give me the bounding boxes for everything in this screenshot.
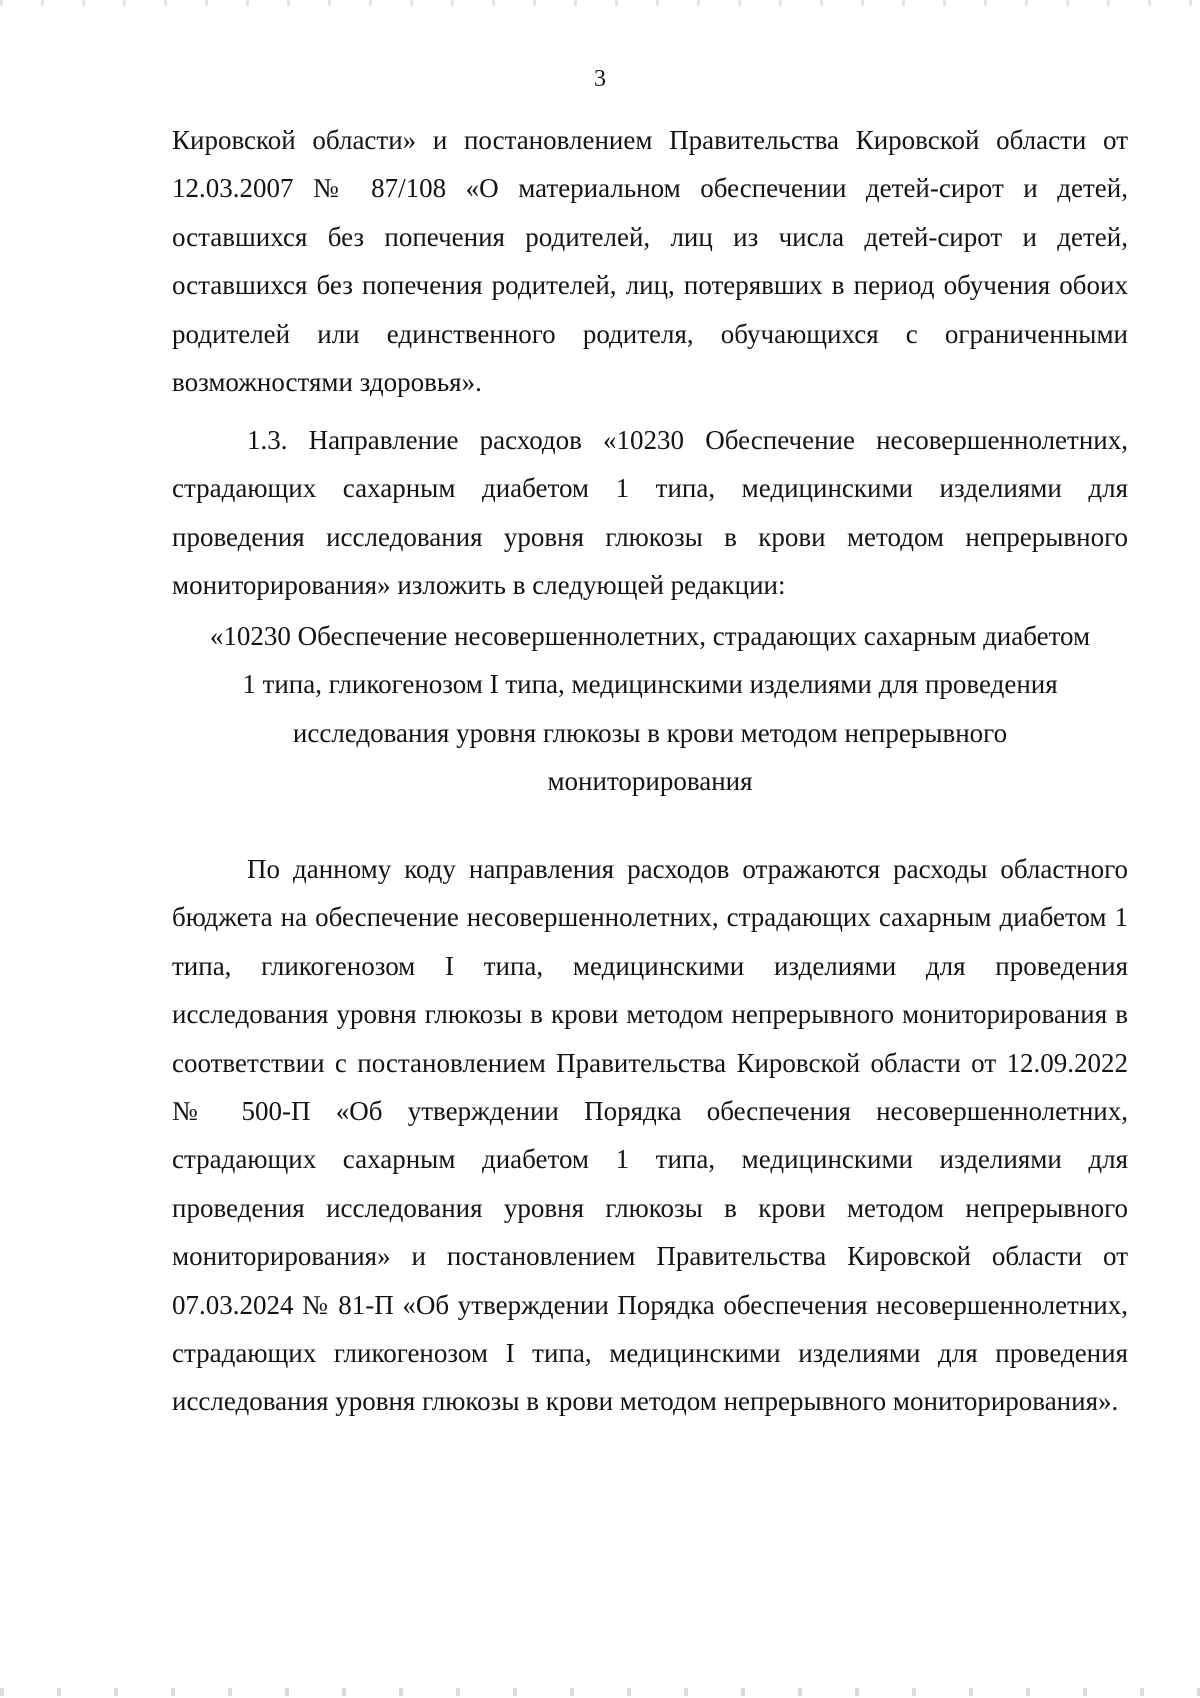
paragraph-continuation: Кировской области» и постановлением Правительства Кировской области от 12.03.2007 № 87/108 «О материальном обеспечении детей-сирот и детей, оставшихся без попечения родителей, лиц из числа детей-сирот и детей, оставшихся без попечения родителей, лиц, потерявших в период обучения обоих родителей или единственного родителя, обучающихся с ограниченными возможностями здоровья». [172,125,1128,398]
page-number: 3 [594,66,606,92]
paragraph-1-3: 1.3. Направление расходов «10230 Обеспечение несовершеннолетних, страдающих сахарным диабетом 1 типа, медицинскими изделиями для проведения исследования уровня глюкозы в крови методом непрерывного мониторирования» изложить в следующей редакции: [172,425,1128,601]
heading-line: «10230 Обеспечение несовершеннолетних, страдающих сахарным диабетом [209,621,1091,651]
scan-edge-top [0,0,1200,6]
paragraph-description: По данному коду направления расходов отражаются расходы областного бюджета на обеспечение несовершеннолетних, страдающих сахарным диабетом 1 типа, гликогенозом I типа, медицинскими изделиями для проведения исследования уровня глюкозы в крови методом непрерывного мониторирования в соответствии с постановлением Правительства Кировской области от 12.09.2022 № 500-П «Об утверждении Порядка обеспечения несовершеннолетних, страдающих сахарным диабетом 1 типа, медицинскими изделиями для проведения исследования уровня глюкозы в крови методом непрерывного мониторирования» и постановлением Правительства Кировской области от 07.03.2024 № 81-П «Об утверждении Порядка обеспечения несовершеннолетних, страдающих гликогенозом I типа, медицинскими изделиями для проведения исследования уровня глюкозы в крови методом непрерывного мониторирования». [172,854,1128,1417]
scan-edge-bottom [0,1688,1200,1696]
section-heading [160,612,1140,806]
heading-line: мониторирования [547,766,753,797]
heading-line: исследования уровня глюкозы в крови методом непрерывного [292,717,1008,748]
heading-line: 1 типа, гликогенозом I типа, медицинскими изделиями для проведения [242,669,1058,700]
